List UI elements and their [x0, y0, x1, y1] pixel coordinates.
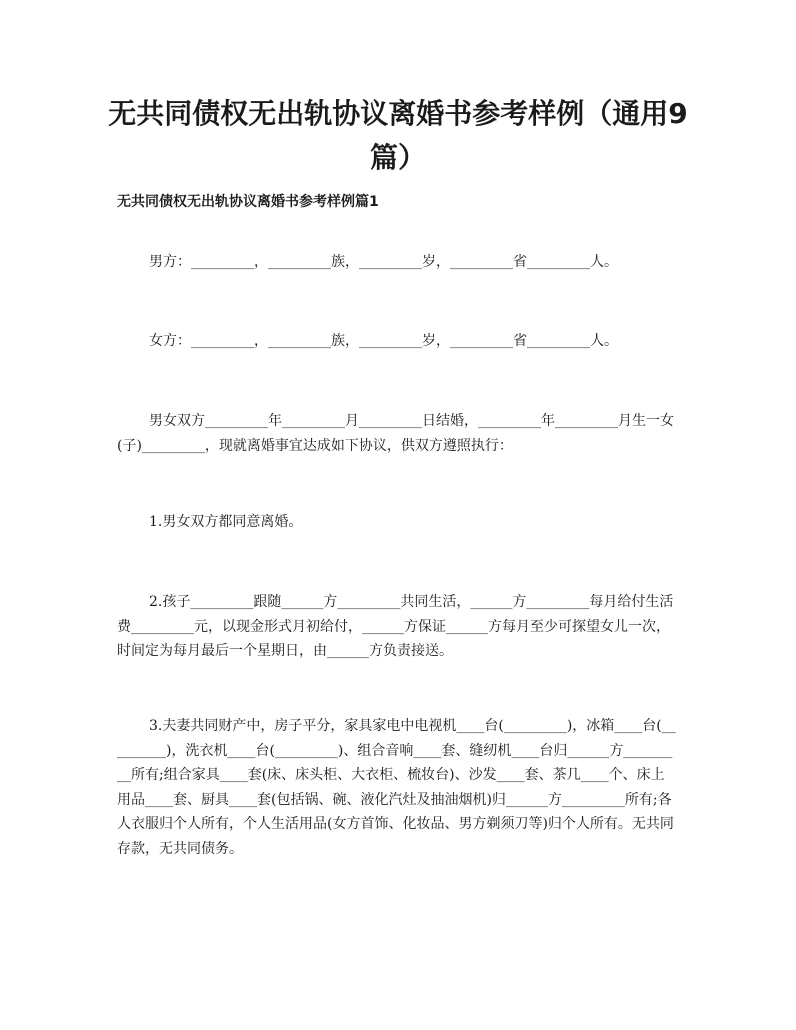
paragraph-clause-3: 3.夫妻共同财产中，房子平分，家具家电中电视机____台(_________)，冰箱____台(_________)，洗衣机____台(_________)、组合音响____套、缝纫机____台归______方_________所有;组合家具____套(床、床头柜、大衣柜、梳妆台)、沙发____套、茶几____个、床上用品____套、厨具____套(包括锅、碗、液化汽灶及抽油烟机)归______方_________所有;各人衣服归个人所有，个人生活用品(女方首饰、化妆品、男方剃须刀等)归个人所有。无共同存款，无共同债务。 [117, 718, 676, 857]
section-heading: 无共同债权无出轨协议离婚书参考样例篇1 [117, 194, 379, 210]
paragraph-clause-2: 2.孩子_________跟随______方_________共同生活，______方_________每月给付生活费_________元，以现金形式月初给付，______方保证______方每月至少可探望女儿一次，时间定为每月最后一个星期日，由______方负责接送。 [117, 594, 674, 659]
paragraph-marriage-info: 男女双方_________年_________月_________日结婚，_________年_________月生一女(子)_________，现就离婚事宜达成如下协议，供双方遵照执行： [117, 413, 674, 454]
paragraph-wife-info: 女方：_________，_________族，_________岁，_________省_________人。 [149, 333, 618, 349]
paragraph-clause-1: 1.男女双方都同意离婚。 [149, 514, 303, 530]
document-title: 无共同债权无出轨协议离婚书参考样例（通用9篇） [108, 97, 688, 174]
paragraph-husband-info: 男方：_________，_________族，_________岁，_________省_________人。 [149, 254, 618, 270]
